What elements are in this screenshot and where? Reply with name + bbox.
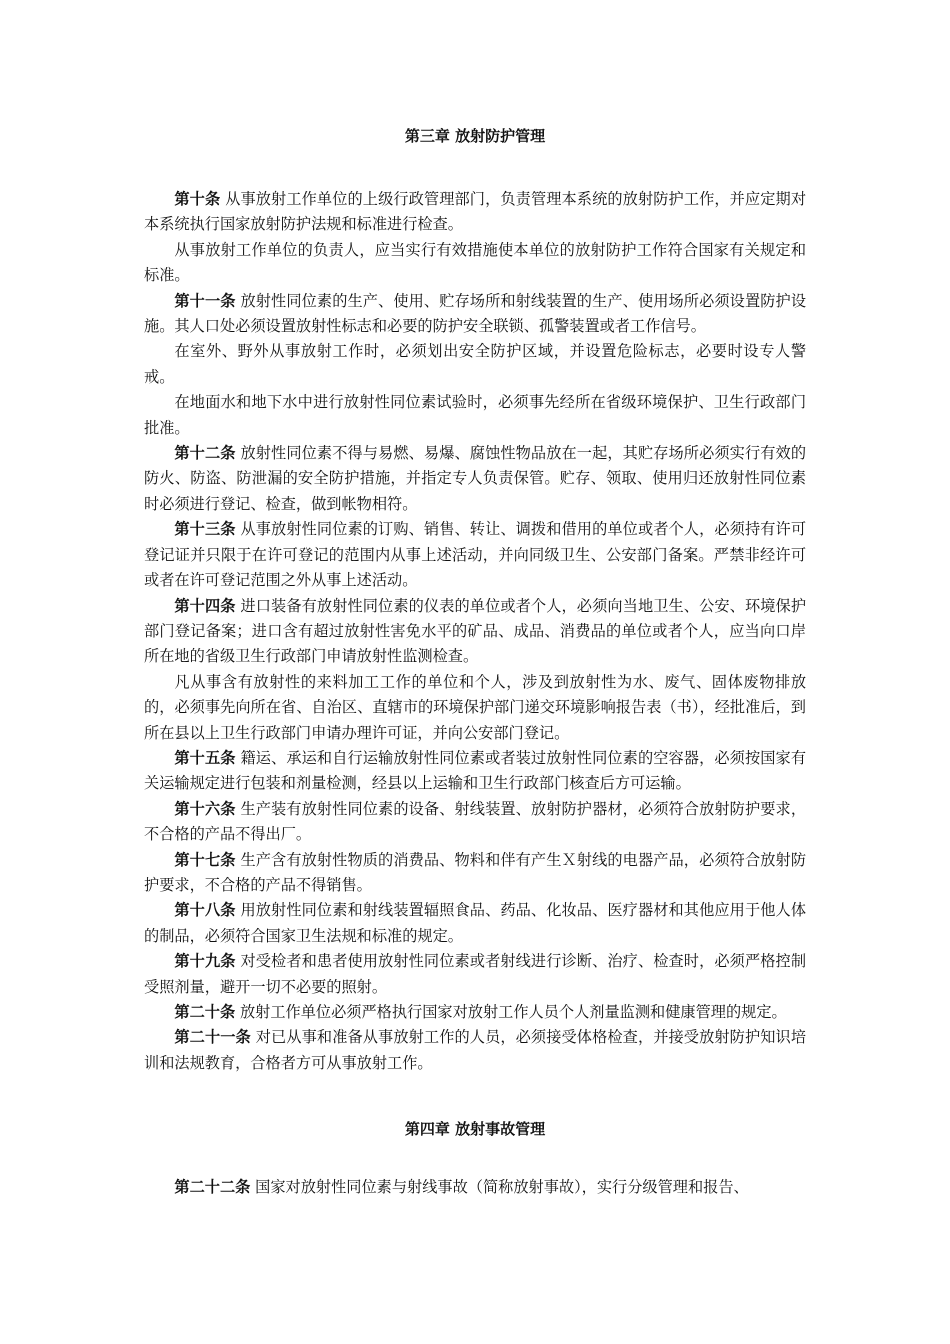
- article-text: 放射性同位素不得与易燃、易爆、腐蚀性物品放在一起，其贮存场所必须实行有效的防火、防盗、防泄漏的安全防护措施，并指定专人负责保管。贮存、领取、使用归还放射性同位素时必须进行登记、检查，做到帐物相符。: [144, 444, 807, 513]
- article-text: 从事放射工作单位的上级行政管理部门，负责管理本系统的放射防护工作，并应定期对本系统执行国家放射防护法规和标准进行检查。: [144, 190, 807, 234]
- article-text: 国家对放射性同位素与射线事故（简称放射事故），实行分级管理和报告、: [250, 1178, 749, 1197]
- article-text: 对已从事和准备从事放射工作的人员，必须接受体格检查，并接受放射防护知识培训和法规教育，合格者方可从事放射工作。: [144, 1028, 807, 1072]
- paragraph: [144, 594, 806, 670]
- article-label: 第十八条: [174, 901, 236, 920]
- article-label: 第十一条: [174, 291, 236, 310]
- paragraph: [144, 390, 806, 441]
- article-label: 第十六条: [174, 799, 236, 818]
- paragraph: [144, 949, 806, 1000]
- paragraph: [144, 187, 806, 238]
- article-label: 第二十一条: [174, 1028, 251, 1047]
- article-text: 用放射性同位素和射线装置辐照食品、药品、化妆品、医疗器材和其他应用于他人体的制品，必须符合国家卫生法规和标准的规定。: [144, 901, 807, 945]
- chapter-4-section: [144, 1175, 806, 1200]
- article-label: 第十四条: [174, 596, 236, 615]
- paragraph: [144, 1025, 806, 1076]
- paragraph: [144, 1000, 806, 1025]
- article-text: 对受检者和患者使用放射性同位素或者射线进行诊断、治疗、检查时，必须严格控制受照剂量，避开一切不必要的照射。: [144, 952, 807, 996]
- article-label: 第十七条: [174, 850, 236, 869]
- article-text: 生产含有放射性物质的消费品、物料和伴有产生Ｘ射线的电器产品，必须符合放射防护要求，不合格的产品不得销售。: [144, 850, 807, 894]
- paragraph: [144, 1175, 806, 1200]
- article-text: 在室外、野外从事放射工作时，必须划出安全防护区域，并设置危险标志，必要时设专人警戒。: [144, 342, 806, 386]
- article-text: 从事放射性同位素的订购、销售、转让、调拨和借用的单位或者个人，必须持有许可登记证并只限于在许可登记的范围内从事上述活动，并向同级卫生、公安部门备案。严禁非经许可或者在许可登记范围之外从事上述活动。: [144, 520, 807, 590]
- paragraph: [144, 746, 806, 797]
- article-text: 放射工作单位必须严格执行国家对放射工作人员个人剂量监测和健康管理的规定。: [235, 1003, 787, 1021]
- article-text: 放射性同位素的生产、使用、贮存场所和射线装置的生产、使用场所必须设置防护设施。其人口处必须设置放射性标志和必要的防护安全联锁、孤警装置或者工作信号。: [144, 291, 807, 336]
- article-label: 第十九条: [174, 952, 236, 971]
- article-label: 第十三条: [174, 520, 236, 539]
- paragraph: [144, 339, 806, 390]
- article-text: 籍运、承运和自行运输放射性同位素或者装过放射性同位素的空容器，必须按国家有关运输规定进行包装和剂量检测，经县以上运输和卫生行政部门核查后方可运输。: [144, 748, 807, 793]
- paragraph: [144, 670, 806, 746]
- article-label: 第二十条: [174, 1003, 236, 1021]
- article-label: 第十五条: [174, 748, 236, 767]
- article-label: 第十二条: [174, 444, 236, 463]
- article-label: 第二十二条: [174, 1178, 251, 1197]
- article-text: 生产装有放射性同位素的设备、射线装置、放射防护器材，必须符合放射防护要求，不合格的产品不得出厂。: [144, 799, 807, 844]
- article-label: 第十条: [174, 190, 221, 208]
- article-text: 从事放射工作单位的负责人，应当实行有效措施使本单位的放射防护工作符合国家有关规定和标准。: [144, 240, 806, 285]
- article-text: 进口装备有放射性同位素的仪表的单位或者个人，必须向当地卫生、公安、环境保护部门登记备案；进口含有超过放射性害免水平的矿品、成品、消费品的单位或者个人，应当向口岸所在地的省级卫生行政部门申请放射性监测检查。: [144, 596, 807, 666]
- article-text: 凡从事含有放射性的来料加工工作的单位和个人，涉及到放射性为水、废气、固体废物排放的，必须事先向所在省、自治区、直辖市的环境保护部门递交环境影响报告表（书），经批准后，到所在县以上卫生行政部门申请办理许可证，并向公安部门登记。: [144, 672, 806, 742]
- paragraph: [144, 848, 806, 899]
- chapter-3-section: [144, 187, 806, 1076]
- paragraph: [144, 289, 806, 340]
- paragraph: [144, 441, 806, 517]
- chapter-4-heading: 第四章 放射事故管理: [404, 1120, 546, 1139]
- document-body: [144, 120, 806, 1201]
- chapter-3-heading: 第三章 放射防护管理: [404, 127, 546, 145]
- paragraph: [144, 797, 806, 848]
- paragraph: [144, 517, 806, 593]
- paragraph: [144, 238, 806, 289]
- paragraph: [144, 898, 806, 949]
- article-text: 在地面水和地下水中进行放射性同位素试验时，必须事先经所在省级环境保护、卫生行政部门批准。: [144, 393, 806, 437]
